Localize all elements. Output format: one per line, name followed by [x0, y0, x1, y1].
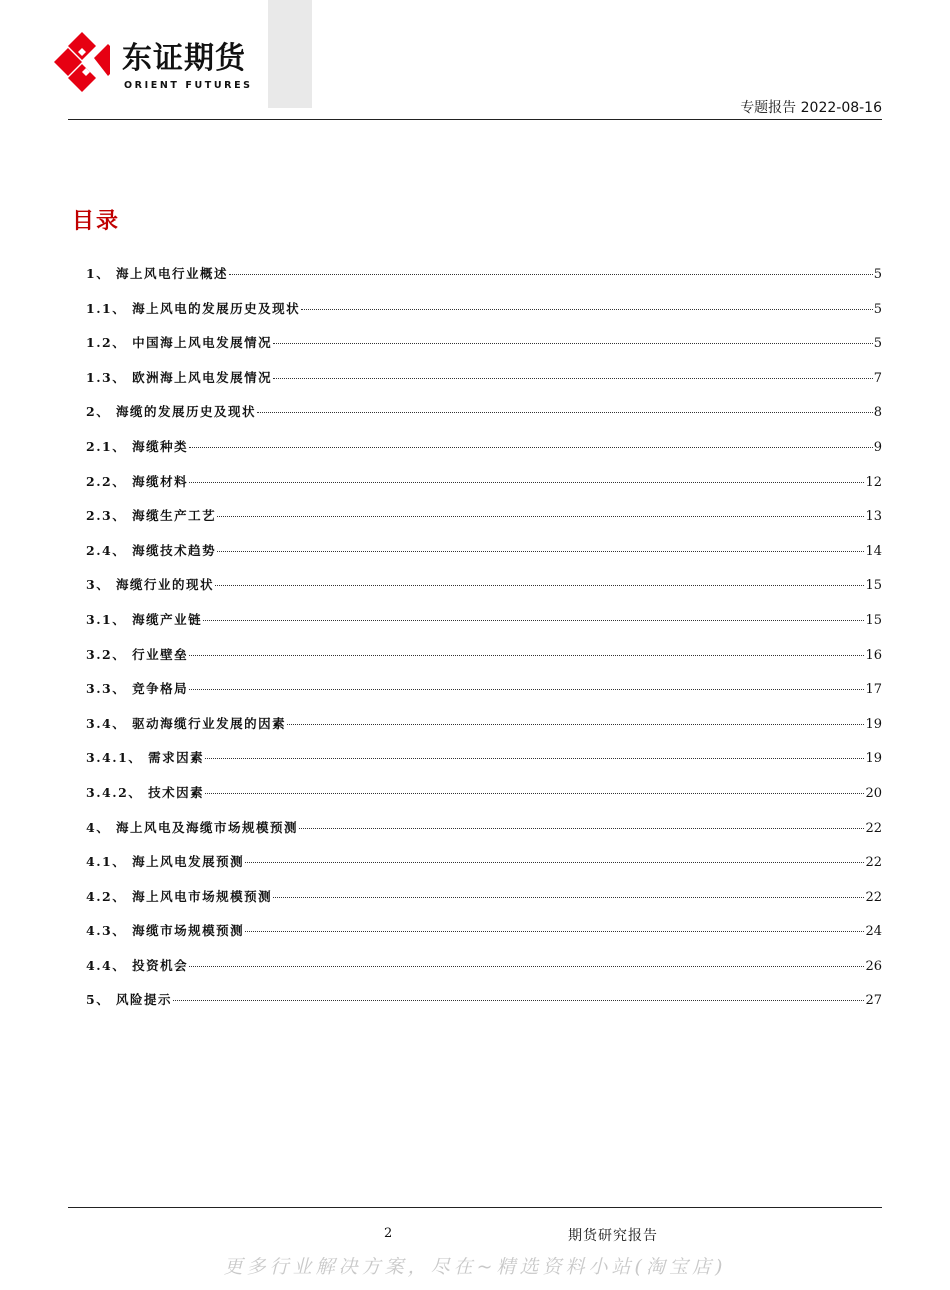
- toc-entry-label: 5、 风险提示: [86, 992, 173, 1008]
- orient-futures-logo: [52, 30, 112, 96]
- toc-leader-dots: [189, 689, 864, 690]
- toc-entry[interactable]: [86, 887, 882, 922]
- toc-entry-label: 2.1、 海缆种类: [86, 438, 189, 454]
- toc-leader-dots: [273, 897, 864, 898]
- toc-entry-label: 1.2、 中国海上风电发展情况: [86, 335, 273, 351]
- toc-leader-dots: [189, 482, 864, 483]
- toc-leader-dots: [301, 309, 873, 310]
- toc-entry-label: 4.2、 海上风电市场规模预测: [86, 888, 273, 904]
- toc-entry[interactable]: [86, 575, 882, 610]
- toc-entry[interactable]: [86, 990, 882, 1025]
- toc-entry-label: 2.4、 海缆技术趋势: [86, 542, 217, 558]
- toc-entry-page: 13: [865, 509, 882, 525]
- toc-entry[interactable]: [86, 783, 882, 818]
- toc-entry-label: 1.1、 海上风电的发展历史及现状: [86, 300, 301, 316]
- toc-entry-page: 8: [873, 405, 882, 421]
- toc-leader-dots: [273, 343, 873, 344]
- toc-entry-label: 1.3、 欧洲海上风电发展情况: [86, 369, 273, 385]
- toc-entry-label: 3.1、 海缆产业链: [86, 611, 203, 627]
- toc-entry-page: 20: [865, 785, 882, 801]
- toc-leader-dots: [257, 412, 873, 413]
- toc-entry[interactable]: [86, 437, 882, 472]
- toc-entry-label: 4.3、 海缆市场规模预测: [86, 923, 245, 939]
- brand-name-en: ORIENT FUTURES: [124, 80, 253, 91]
- toc-entry[interactable]: [86, 956, 882, 991]
- toc-entry-label: 4.4、 投资机会: [86, 957, 189, 973]
- toc-entry[interactable]: [86, 714, 882, 749]
- toc-entry[interactable]: [86, 472, 882, 507]
- toc-leader-dots: [229, 274, 873, 275]
- toc-entry[interactable]: [86, 610, 882, 645]
- toc-entry-label: 3.2、 行业壁垒: [86, 646, 189, 662]
- toc-entry[interactable]: [86, 748, 882, 783]
- toc-entry[interactable]: [86, 368, 882, 403]
- toc-leader-dots: [299, 828, 864, 829]
- toc-entry[interactable]: [86, 299, 882, 334]
- toc-entry-page: 12: [865, 474, 882, 490]
- toc-leader-dots: [173, 1000, 864, 1001]
- toc-entry[interactable]: [86, 679, 882, 714]
- toc-entry-label: 2.3、 海缆生产工艺: [86, 508, 217, 524]
- page-number: 2: [384, 1226, 393, 1241]
- toc-leader-dots: [287, 724, 864, 725]
- toc-entry-page: 15: [865, 578, 882, 594]
- toc-entry-page: 5: [873, 301, 882, 317]
- toc-entry-label: 2、 海缆的发展历史及现状: [86, 404, 257, 420]
- toc-entry[interactable]: [86, 541, 882, 576]
- toc-leader-dots: [189, 966, 864, 967]
- toc-entry-label: 3、 海缆行业的现状: [86, 577, 215, 593]
- toc-entry[interactable]: [86, 818, 882, 853]
- toc-entry-page: 26: [865, 958, 882, 974]
- toc-entry-page: 22: [865, 889, 882, 905]
- toc-entry-page: 5: [873, 267, 882, 282]
- toc-leader-dots: [217, 516, 864, 517]
- footer-divider: [68, 1207, 882, 1208]
- footer-label: 期货研究报告: [568, 1228, 658, 1244]
- toc-entry[interactable]: [86, 645, 882, 680]
- toc-entry[interactable]: [86, 852, 882, 887]
- toc-entry-page: 22: [865, 855, 882, 871]
- toc-leader-dots: [205, 758, 864, 759]
- toc-leader-dots: [189, 447, 873, 448]
- header-tab: [268, 0, 312, 108]
- toc-entry[interactable]: [86, 506, 882, 541]
- toc-entry[interactable]: [86, 264, 882, 299]
- toc-entry-label: 3.4.2、 技术因素: [86, 784, 205, 800]
- toc-entry[interactable]: [86, 402, 882, 437]
- toc-leader-dots: [215, 585, 864, 586]
- toc-entry-label: 3.3、 竞争格局: [86, 681, 189, 697]
- toc-entry-page: 24: [865, 924, 882, 940]
- toc-entry[interactable]: [86, 921, 882, 956]
- toc-leader-dots: [245, 862, 864, 863]
- toc-entry-page: 22: [865, 820, 882, 836]
- toc-entry-page: 9: [873, 439, 882, 455]
- toc-entry-page: 19: [865, 716, 882, 732]
- toc-entry-label: 4.1、 海上风电发展预测: [86, 854, 245, 870]
- toc-entry-page: 27: [865, 993, 882, 1009]
- toc-entry-label: 4、 海上风电及海缆市场规模预测: [86, 819, 299, 835]
- toc-title: 目录: [72, 209, 121, 234]
- toc-entry-page: 7: [873, 370, 882, 386]
- toc-leader-dots: [203, 620, 864, 621]
- toc-leader-dots: [245, 931, 864, 932]
- toc-entry-page: 5: [873, 336, 882, 352]
- toc-entry-page: 17: [865, 682, 882, 698]
- toc-entry-label: 3.4、 驱动海缆行业发展的因素: [86, 715, 287, 731]
- header-divider: [68, 119, 882, 120]
- toc-entry[interactable]: [86, 333, 882, 368]
- toc-leader-dots: [189, 655, 864, 656]
- toc-leader-dots: [205, 793, 864, 794]
- toc-entry-page: 14: [865, 543, 882, 559]
- toc-leader-dots: [273, 378, 873, 379]
- toc-entry-label: 2.2、 海缆材料: [86, 473, 189, 489]
- watermark-text: 更多行业解决方案，尽在~精选资料小站(淘宝店): [223, 1256, 727, 1278]
- toc-entry-page: 16: [865, 647, 882, 663]
- toc-entry-page: 19: [865, 751, 882, 767]
- toc-entry-label: 3.4.1、 需求因素: [86, 750, 205, 766]
- toc-entry-label: 1、 海上风电行业概述: [86, 266, 229, 281]
- table-of-contents: [86, 264, 882, 1025]
- report-type-date: 专题报告 2022-08-16: [740, 100, 882, 116]
- brand-name-cn: 东证期货: [122, 41, 246, 76]
- toc-leader-dots: [217, 551, 864, 552]
- toc-entry-page: 15: [865, 612, 882, 628]
